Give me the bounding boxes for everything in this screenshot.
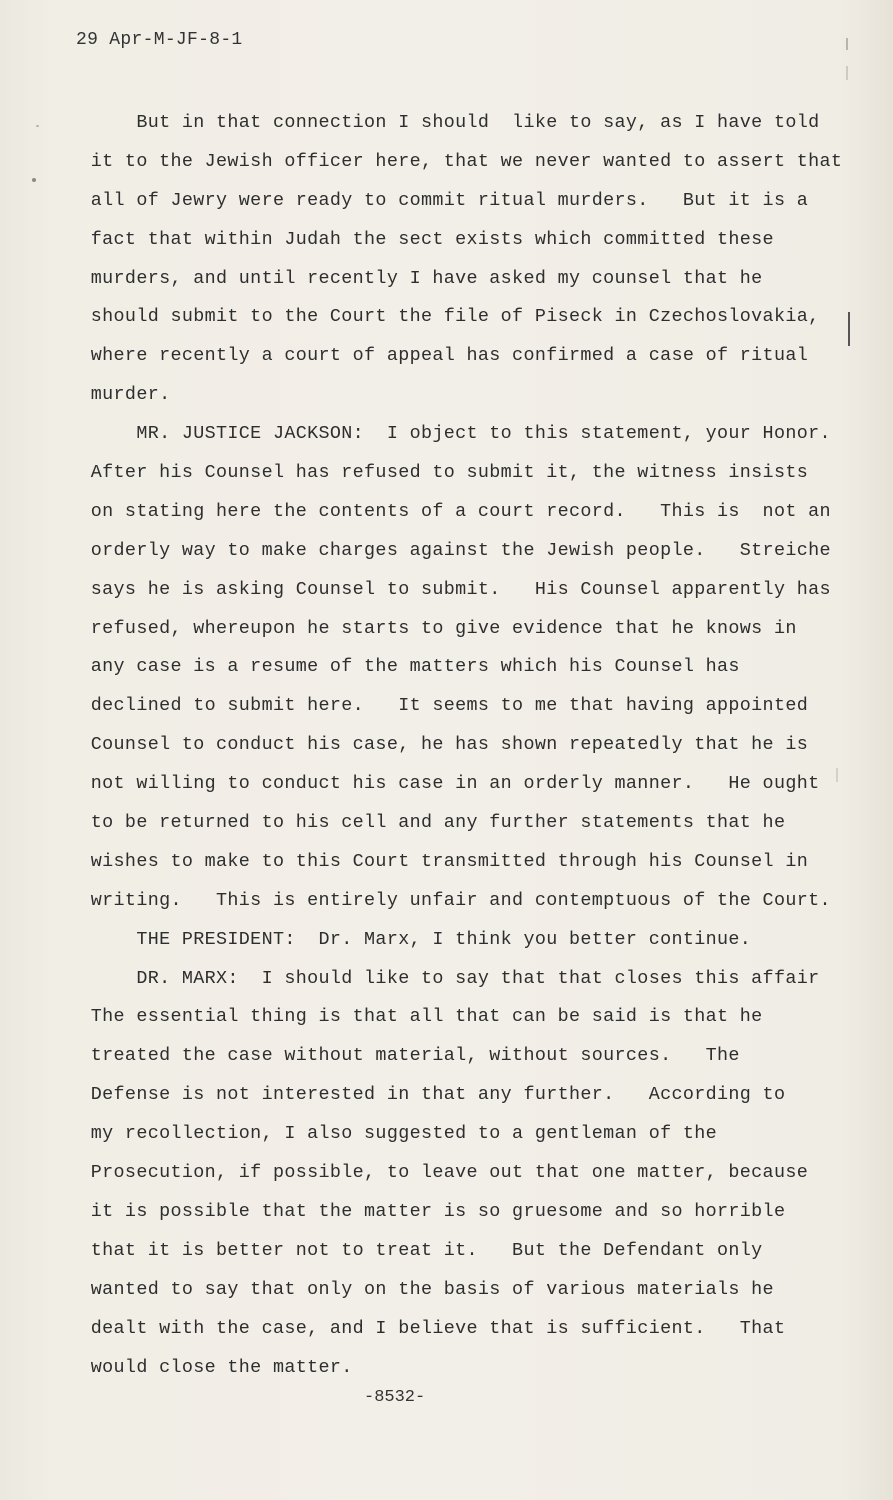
text-line: The essential thing is that all that can be said is that he: [68, 1006, 763, 1028]
text-line: writing. This is entirely unfair and contemptuous of the Court.: [68, 889, 831, 911]
text-line: my recollection, I also suggested to a gentleman of the: [68, 1123, 718, 1145]
scan-edge-mark: [836, 768, 838, 782]
text-line: But in that connection I should like to say, as I have told: [68, 112, 820, 133]
text-line: MR. JUSTICE JACKSON: I object to this statement, your Honor.: [68, 423, 831, 445]
page-header: 29 Apr-M-JF-8-1: [76, 30, 243, 50]
text-line: not willing to conduct his case in an orderly manner. He ought: [68, 773, 820, 795]
text-line: After his Counsel has refused to submit it, the witness insists: [68, 462, 809, 484]
text-line: would close the matter.: [68, 1356, 353, 1378]
text-line: it is possible that the matter is so gruesome and so horrible: [68, 1200, 786, 1222]
text-line: on stating here the contents of a court record. This is not an: [68, 500, 831, 522]
text-line: Counsel to conduct his case, he has shown repeatedly that he is: [68, 734, 809, 756]
scan-edge-mark: [846, 38, 848, 50]
text-line: murder.: [68, 384, 171, 406]
text-line: treated the case without material, without sources. The: [68, 1045, 740, 1067]
text-line: declined to submit here. It seems to me that having appointed: [68, 695, 809, 717]
text-line: wishes to make to this Court transmitted through his Counsel in: [68, 850, 809, 872]
text-line: dealt with the case, and I believe that is sufficient. That: [68, 1317, 786, 1339]
text-line: refused, whereupon he starts to give evidence that he knows in: [68, 617, 797, 639]
document-body: [68, 104, 858, 1387]
scan-edge-mark: [846, 66, 848, 80]
text-line: wanted to say that only on the basis of various materials he: [68, 1278, 774, 1300]
text-line: that it is better not to treat it. But the Defendant only: [68, 1239, 763, 1261]
scan-speck: [32, 178, 36, 182]
text-line: orderly way to make charges against the Jewish people. Streiche: [68, 539, 831, 561]
text-line: THE PRESIDENT: Dr. Marx, I think you better continue.: [68, 928, 752, 950]
text-line: DR. MARX: I should like to say that that closes this affair: [68, 967, 820, 989]
scan-speck: [36, 125, 39, 127]
text-line: murders, and until recently I have asked my counsel that he: [68, 267, 763, 289]
text-line: any case is a resume of the matters which his Counsel has: [68, 656, 740, 678]
page-number: -8532-: [364, 1388, 426, 1407]
text-line: where recently a court of appeal has confirmed a case of ritual: [68, 345, 809, 367]
text-line: fact that within Judah the sect exists which committed these: [68, 228, 774, 250]
text-line: Defense is not interested in that any further. According to: [68, 1084, 786, 1106]
scan-edge-mark: [848, 312, 850, 346]
text-line: all of Jewry were ready to commit ritual murders. But it is a: [68, 189, 809, 211]
text-line: it to the Jewish officer here, that we never wanted to assert that: [68, 150, 843, 172]
text-line: should submit to the Court the file of Piseck in Czechoslovakia,: [68, 306, 820, 328]
text-line: to be returned to his cell and any further statements that he: [68, 812, 786, 834]
text-line: Prosecution, if possible, to leave out that one matter, because: [68, 1162, 809, 1184]
text-line: says he is asking Counsel to submit. His Counsel apparently has: [68, 578, 831, 600]
